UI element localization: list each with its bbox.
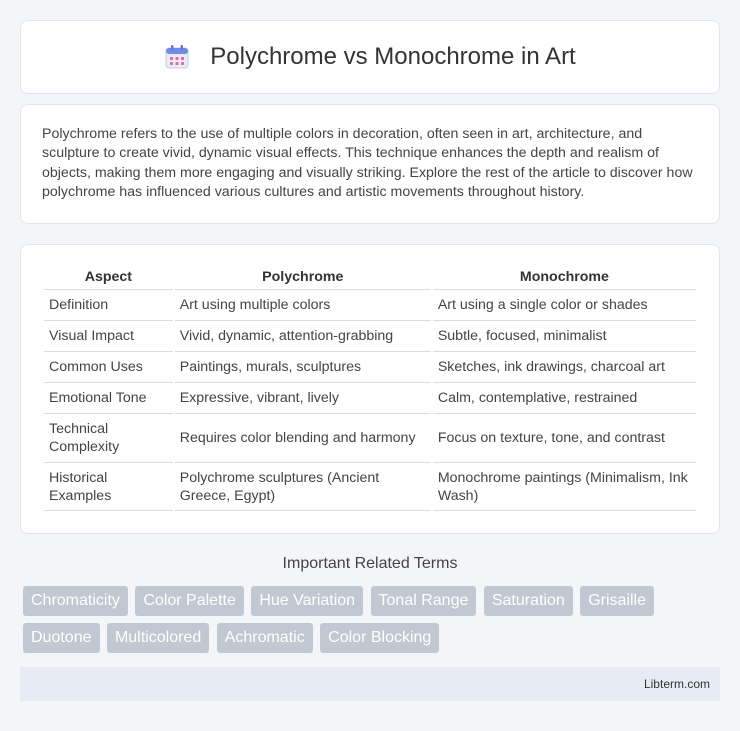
tag-hue-variation[interactable]: Hue Variation xyxy=(251,586,363,616)
table-cell: Calm, contemplative, restrained xyxy=(433,382,696,413)
table-row xyxy=(44,351,696,382)
table-cell: Expressive, vibrant, lively xyxy=(175,382,431,413)
page-title: Polychrome vs Monochrome in Art xyxy=(210,43,576,70)
table-header-row xyxy=(44,265,696,289)
tag-chromaticity[interactable]: Chromaticity xyxy=(23,586,128,616)
table-cell: Focus on texture, tone, and contrast xyxy=(433,413,696,462)
comparison-table xyxy=(42,265,698,511)
tag-duotone[interactable]: Duotone xyxy=(23,623,100,653)
table-cell: Vivid, dynamic, attention-grabbing xyxy=(175,320,431,351)
table-row xyxy=(44,320,696,351)
table-row xyxy=(44,462,696,511)
comparison-card xyxy=(20,244,720,534)
table-cell: Sketches, ink drawings, charcoal art xyxy=(433,351,696,382)
tag-saturation[interactable]: Saturation xyxy=(484,586,573,616)
column-header-monochrome: Monochrome xyxy=(519,269,609,285)
related-terms-list xyxy=(23,586,723,660)
table-cell: Art using a single color or shades xyxy=(433,289,696,320)
intro-card xyxy=(20,104,720,224)
table-cell: Definition xyxy=(44,289,173,320)
footer xyxy=(20,667,720,701)
related-terms-title: Important Related Terms xyxy=(282,555,458,572)
tag-tonal-range[interactable]: Tonal Range xyxy=(371,586,477,616)
table-cell: Subtle, focused, minimalist xyxy=(433,320,696,351)
tag-color-blocking[interactable]: Color Blocking xyxy=(320,623,439,653)
tag-grisaille[interactable]: Grisaille xyxy=(580,586,654,616)
table-cell: Polychrome sculptures (Ancient Greece, Egypt) xyxy=(175,462,431,511)
table-cell: Art using multiple colors xyxy=(175,289,431,320)
table-cell: Technical Complexity xyxy=(44,413,173,462)
table-row xyxy=(44,413,696,462)
table-cell: Visual Impact xyxy=(44,320,173,351)
table-cell: Emotional Tone xyxy=(44,382,173,413)
column-header-aspect: Aspect xyxy=(84,269,133,285)
table-cell: Paintings, murals, sculptures xyxy=(175,351,431,382)
table-row xyxy=(44,289,696,320)
calendar-icon xyxy=(164,44,190,70)
table-cell: Historical Examples xyxy=(44,462,173,511)
table-cell: Monochrome paintings (Minimalism, Ink Wash) xyxy=(433,462,696,511)
footer-link[interactable]: Libterm.com xyxy=(643,677,710,691)
tag-multicolored[interactable]: Multicolored xyxy=(107,623,209,653)
table-row xyxy=(44,382,696,413)
tag-color-palette[interactable]: Color Palette xyxy=(135,586,244,616)
table-cell: Requires color blending and harmony xyxy=(175,413,431,462)
title-card xyxy=(20,20,720,94)
intro-text: Polychrome refers to the use of multiple colors in decoration, often seen in art, architecture, and sculpture to create vivid, dynamic visual effects. This technique enhances the depth and realism of objects, making them more engaging and visually striking. Explore the rest of the article to discover how polychrome has influenced various cultures and artistic movements throughout history. xyxy=(42,126,693,201)
tag-achromatic[interactable]: Achromatic xyxy=(217,623,313,653)
table-cell: Common Uses xyxy=(44,351,173,382)
column-header-polychrome: Polychrome xyxy=(262,269,344,285)
